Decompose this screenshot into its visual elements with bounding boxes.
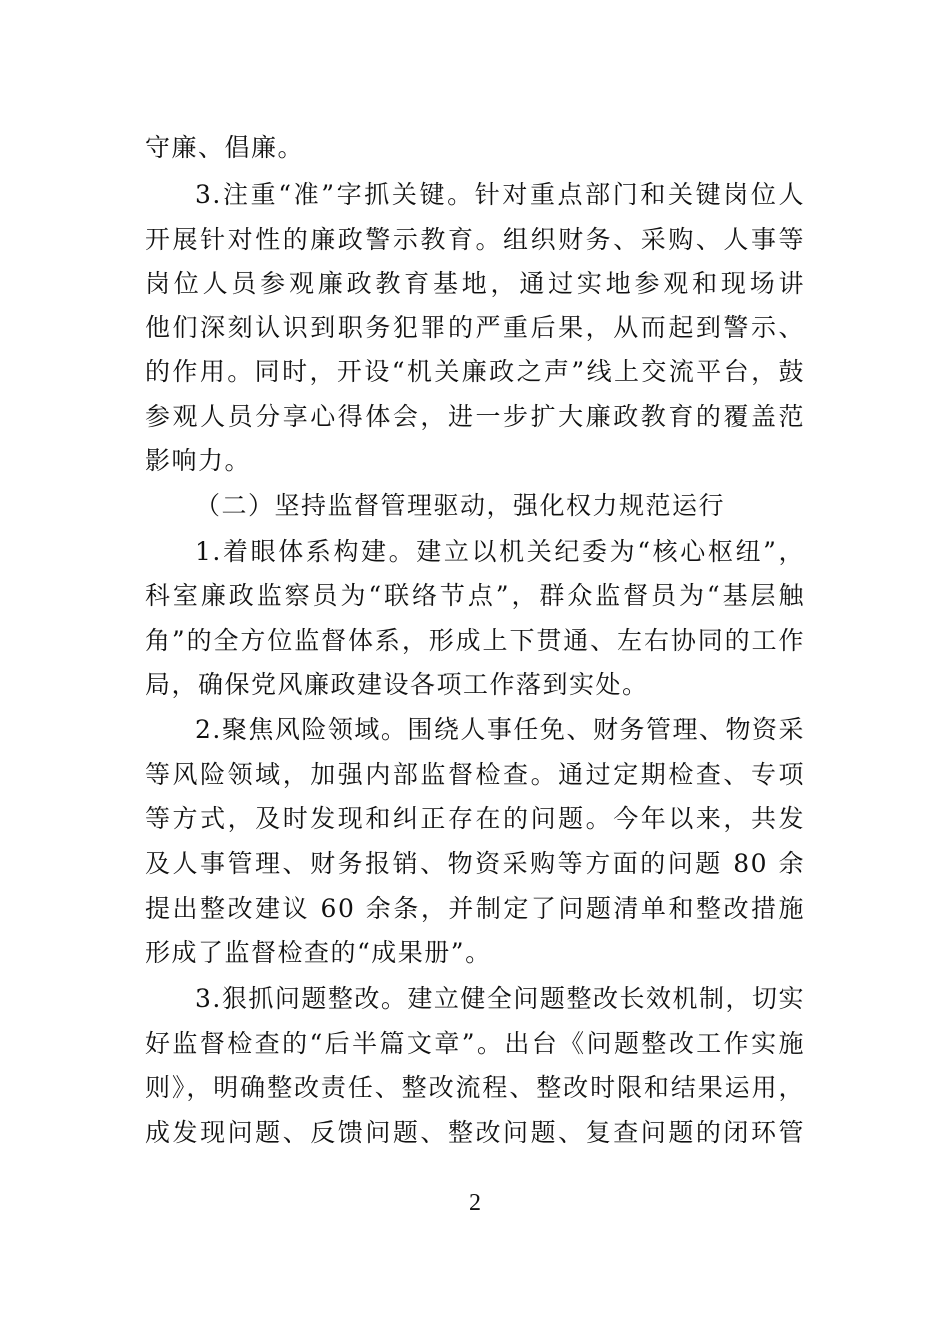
paragraph-line: 等方式，及时发现和纠正存在的问题。今年以来，共发 (145, 804, 805, 833)
page-number: 2 (469, 1190, 481, 1216)
paragraph-line: 他们深刻认识到职务犯罪的严重后果，从而起到警示、 (145, 313, 805, 342)
paragraph-line: 成发现问题、反馈问题、整改问题、复查问题的闭环管 (145, 1118, 805, 1147)
paragraph-line: 3.狠抓问题整改。建立健全问题整改长效机制，切实 (195, 984, 805, 1013)
paragraph-line: 提出整改建议 60 余条，并制定了问题清单和整改措施 (145, 894, 805, 923)
paragraph-line: 好监督检查的“后半篇文章”。出台《问题整改工作实施 (145, 1029, 805, 1058)
paragraph-line: 及人事管理、财务报销、物资采购等方面的问题 80 余 (145, 849, 805, 878)
paragraph-line: 等风险领域，加强内部监督检查。通过定期检查、专项 (145, 760, 805, 789)
paragraph-line: 形成了监督检查的“成果册”。 (145, 938, 492, 967)
paragraph-line: 参观人员分享心得体会，进一步扩大廉政教育的覆盖范 (145, 402, 805, 431)
paragraph-line: 的作用。同时，开设“机关廉政之声”线上交流平台，鼓 (145, 357, 805, 386)
paragraph-line: 开展针对性的廉政警示教育。组织财务、采购、人事等 (145, 225, 805, 254)
paragraph-line: 守廉、倡廉。 (145, 133, 305, 162)
paragraph-line: 则》，明确整改责任、整改流程、整改时限和结果运用， (145, 1073, 805, 1102)
paragraph-line: 角”的全方位监督体系，形成上下贯通、左右协同的工作 (145, 626, 805, 655)
section-heading: （二）坚持监督管理驱动，强化权力规范运行 (195, 491, 726, 520)
paragraph-line: 2.聚焦风险领域。围绕人事任免、财务管理、物资采 (195, 715, 805, 744)
paragraph-line: 局，确保党风廉政建设各项工作落到实处。 (145, 670, 649, 699)
paragraph-line: 影响力。 (145, 446, 252, 475)
paragraph-line: 岗位人员参观廉政教育基地，通过实地参观和现场讲 (145, 269, 805, 298)
paragraph-line: 3.注重“准”字抓关键。针对重点部门和关键岗位人 (195, 180, 805, 209)
paragraph-line: 科室廉政监察员为“联络节点”，群众监督员为“基层触 (145, 581, 805, 610)
paragraph-line: 1.着眼体系构建。建立以机关纪委为“核心枢纽”， (195, 537, 805, 566)
